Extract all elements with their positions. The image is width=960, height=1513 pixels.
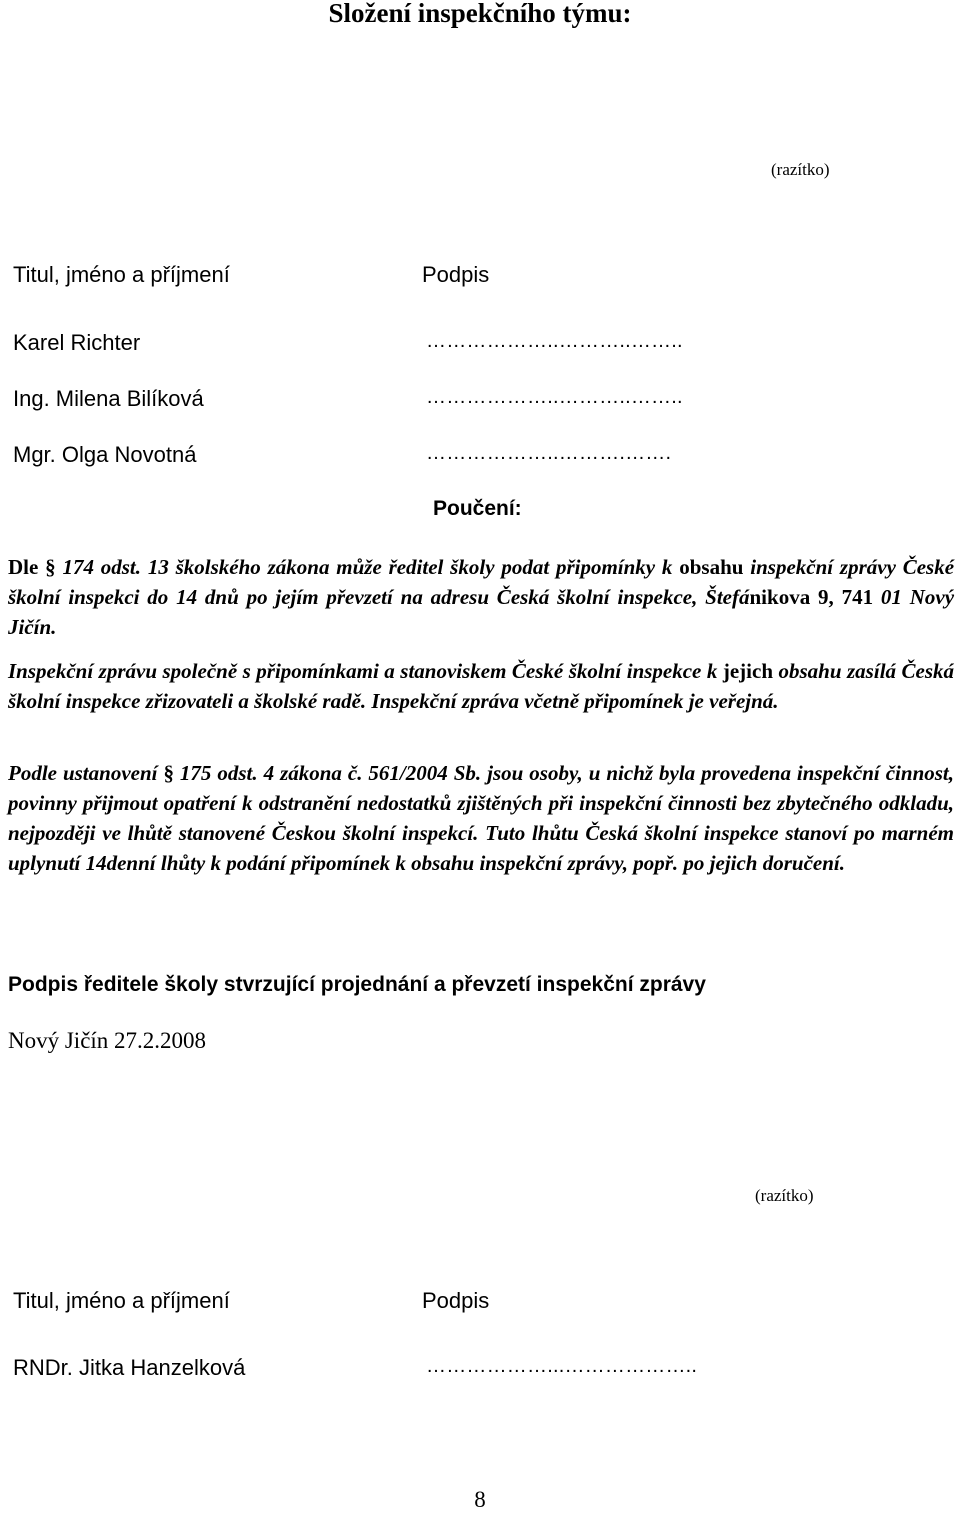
team-sign-column-header: Podpis (422, 262, 490, 287)
section-sign-icon: § (45, 555, 56, 579)
team-member-name: Karel Richter (13, 330, 141, 355)
section-sign-icon: § (163, 761, 174, 785)
paragraph-text: 175 odst. 4 zákona č. 561/2004 Sb. (179, 761, 482, 785)
notice-paragraph-1 (8, 552, 954, 642)
team-member-name: Mgr. Olga Novotná (13, 442, 197, 467)
team-member-signature-line: ………………..……….……. (426, 442, 672, 464)
notice-paragraph-3 (8, 758, 954, 878)
team-stamp-label: (razítko) (771, 160, 830, 179)
team-member-signature-line: ………………..………..…….. (426, 330, 683, 352)
paragraph-lead: Podle ustanovení (8, 761, 158, 785)
director-signature-line: ………………...……………….. (426, 1355, 698, 1377)
director-stamp-label: (razítko) (755, 1186, 814, 1205)
team-member-name: Ing. Milena Bilíková (13, 386, 204, 411)
place-and-date: Nový Jičín 27.2.2008 (8, 1028, 207, 1053)
paragraph-text: obsahu zasílá Česká školní inspekce zřizovateli a školské radě. Inspekční zpráva včetně připomínek je veřejná. (8, 659, 955, 713)
team-name-column-header: Titul, jméno a příjmení (13, 262, 230, 287)
page-title: Složení inspekčního týmu: (328, 0, 632, 28)
team-member-signature-line: ………………..………..…….. (426, 386, 683, 408)
paragraph-text: nikova 9, 741 (749, 585, 874, 609)
paragraph-text: 174 odst. 13 školského zákona může ředitel školy podat připomínky k (62, 555, 673, 579)
paragraph-text: Inspekční zprávu společně s připomínkami a stanoviskem České školní inspekce k (8, 659, 718, 683)
director-name-column-header: Titul, jméno a příjmení (13, 1288, 230, 1313)
notice-paragraph-2 (8, 656, 954, 716)
page-number: 8 (474, 1487, 486, 1512)
paragraph-text: jsou osoby, u nichž byla provedena inspekční činnost, povinny přijmout opatření k odstranění nedostatků zjištěných při inspekční činnosti bez zbytečného odkladu, nejpozději ve lhůtě stanovené Českou školní inspekcí. Tuto lhůtu Česká školní inspekce stanoví po marném uplynutí 14denní lhůty k podání připomínek k obsahu inspekční zprávy, popř. po jejich doručení. (8, 761, 954, 875)
paragraph-text: inspekční zprávy České školní inspekci do 14 dnů po jejím převzetí na adresu Česká školní inspekce, Štefá (8, 555, 955, 609)
notice-heading: Poučení: (433, 497, 522, 520)
paragraph-text: obsahu (679, 555, 744, 579)
paragraph-lead: Dle (8, 555, 39, 579)
director-name: RNDr. Jitka Hanzelková (13, 1355, 246, 1380)
paragraph-text: 01 Nový Jičín. (8, 585, 955, 639)
director-signature-heading: Podpis ředitele školy stvrzující projednání a převzetí inspekční zprávy (8, 973, 706, 996)
director-sign-column-header: Podpis (422, 1288, 490, 1313)
paragraph-text: jejich (722, 659, 774, 683)
